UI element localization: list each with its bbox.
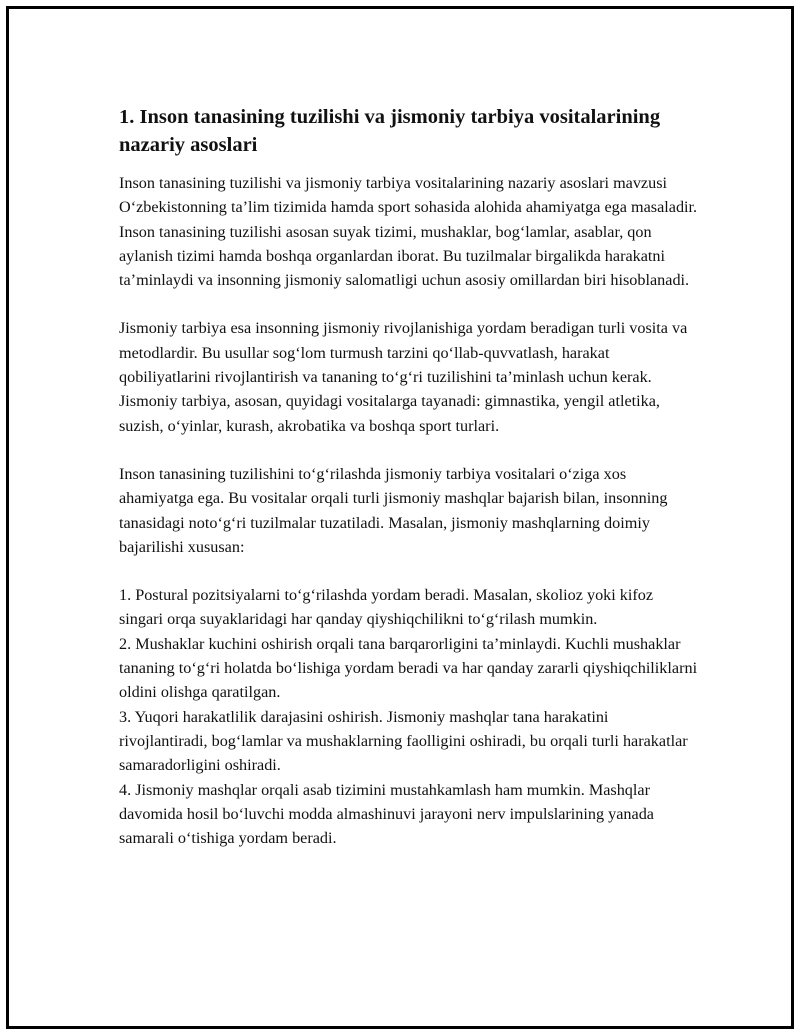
numbered-list — [119, 583, 699, 850]
document-body — [119, 95, 699, 850]
paragraph-1: Inson tanasining tuzilishi va jismoniy tarbiya vositalarining nazariy asoslari mavzusi O‘zbekistonning ta’lim tizimida hamda sport sohasida alohida ahamiyatga ega masaladir. Inson tanasining tuzilishi asosan suyak tizimi, mushaklar, bog‘lamlar, asablar, qon aylanish tizimi hamda boshqa organlardan iborat. Bu tuzilmalar birgalikda harakatni ta’minlaydi va insonning jismoniy salomatligi uchun asosiy omillardan biri hisoblanadi. — [119, 174, 698, 290]
paragraph-2: Jismoniy tarbiya esa insonning jismoniy rivojlanishiga yordam beradigan turli vosita va metodlardir. Bu usullar sog‘lom turmush tarzini qo‘llab-quvvatlash, harakat qobiliyatlarini rivojlantirish va tananing to‘g‘ri tuzilishini ta’minlash uchun kerak. Jismoniy tarbiya, asosan, quyidagi vositalarga tayanadi: gimnastika, yengil atletika, suzish, o‘yinlar, kurash, akrobatika va boshqa sport turlari. — [119, 319, 688, 435]
page-frame — [6, 6, 794, 1029]
list-item-3: 3. Yuqori harakatlilik darajasini oshirish. Jismoniy mashqlar tana harakatini rivojlantiradi, bog‘lamlar va mushaklarning faolligini oshiradi, bu orqali turli harakatlar samaradorligini oshiradi. — [119, 707, 688, 775]
list-item-2: 2. Mushaklar kuchini oshirish orqali tana barqarorligini ta’minlaydi. Kuchli mushaklar tananing to‘g‘ri holatda bo‘lishiga yordam beradi va har qanday zararli qiyshiqchiliklarni oldini olishga qaratilgan. — [119, 634, 698, 702]
paragraph-3: Inson tanasining tuzilishini to‘g‘rilashda jismoniy tarbiya vositalari o‘ziga xos ahamiyatga ega. Bu vositalar orqali turli jismoniy mashqlar bajarish bilan, insonning tanasidagi noto‘g‘ri tuzilmalar tuzatiladi. Masalan, jismoniy mashqlarning doimiy bajarilishi xususan: — [119, 464, 668, 556]
list-item-1: 1. Postural pozitsiyalarni to‘g‘rilashda yordam beradi. Masalan, skolioz yoki kifoz singari orqa suyaklaridagi har qanday qiyshiqchilikni to‘g‘rilash mumkin. — [119, 586, 654, 629]
section-heading: 1. Inson tanasining tuzilishi va jismoniy tarbiya vositalarining nazariy asoslari — [119, 106, 661, 156]
list-item-4: 4. Jismoniy mashqlar orqali asab tizimini mustahkamlash ham mumkin. Mashqlar davomida hosil bo‘luvchi modda almashinuvi jarayoni nerv impulslarining yanada samarali o‘tishiga yordam beradi. — [119, 780, 654, 848]
